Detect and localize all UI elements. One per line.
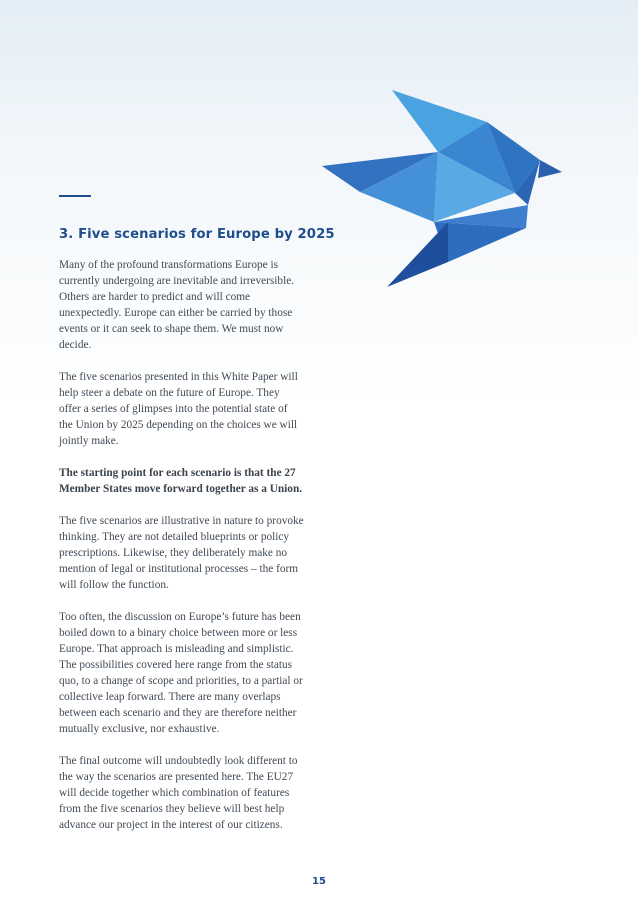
paragraph: The five scenarios are illustrative in nature to provoke thinking. They are not detailed blueprints or policy prescriptions. Likewise, they deliberately make no mention of legal or institutional processes – the form will follow the function. (59, 515, 304, 591)
tail-tip-facet (387, 222, 448, 287)
section-body (59, 257, 304, 849)
paragraph: The five scenarios presented in this White Paper will help steer a debate on the future of Europe. They offer a series of glimpses into the potential state of the Union by 2025 depending on the choices we will jointly make. (59, 371, 298, 447)
page-number: 15 (312, 876, 326, 887)
paragraph-emphasis: The starting point for each scenario is that the 27 Member States move forward together as a Union. (59, 467, 303, 495)
beak-facet (538, 160, 562, 178)
paragraph: Too often, the discussion on Europe’s future has been boiled down to a binary choice between more or less Europe. That approach is misleading and simplistic. The possibilities covered here range from the status quo, to a change of scope and priorities, to a partial or collective leap forward. There are many overlaps between each scenario and they are therefore neither mutually exclusive, nor exhaustive. (59, 611, 303, 735)
paragraph: Many of the profound transformations Europe is currently undergoing are inevitable and irreversible. Others are harder to predict and will come unexpectedly. Europe can either be carried by those events or it can seek to shape them. We must now decide. (59, 259, 295, 351)
section-title: 3. Five scenarios for Europe by 2025 (59, 227, 335, 242)
section-accent-rule (59, 195, 91, 197)
paragraph: The final outcome will undoubtedly look different to the way the scenarios are presented here. The EU27 will decide together which combination of features from the five scenarios they believe will best help advance our project in the interest of our citizens. (59, 755, 298, 831)
